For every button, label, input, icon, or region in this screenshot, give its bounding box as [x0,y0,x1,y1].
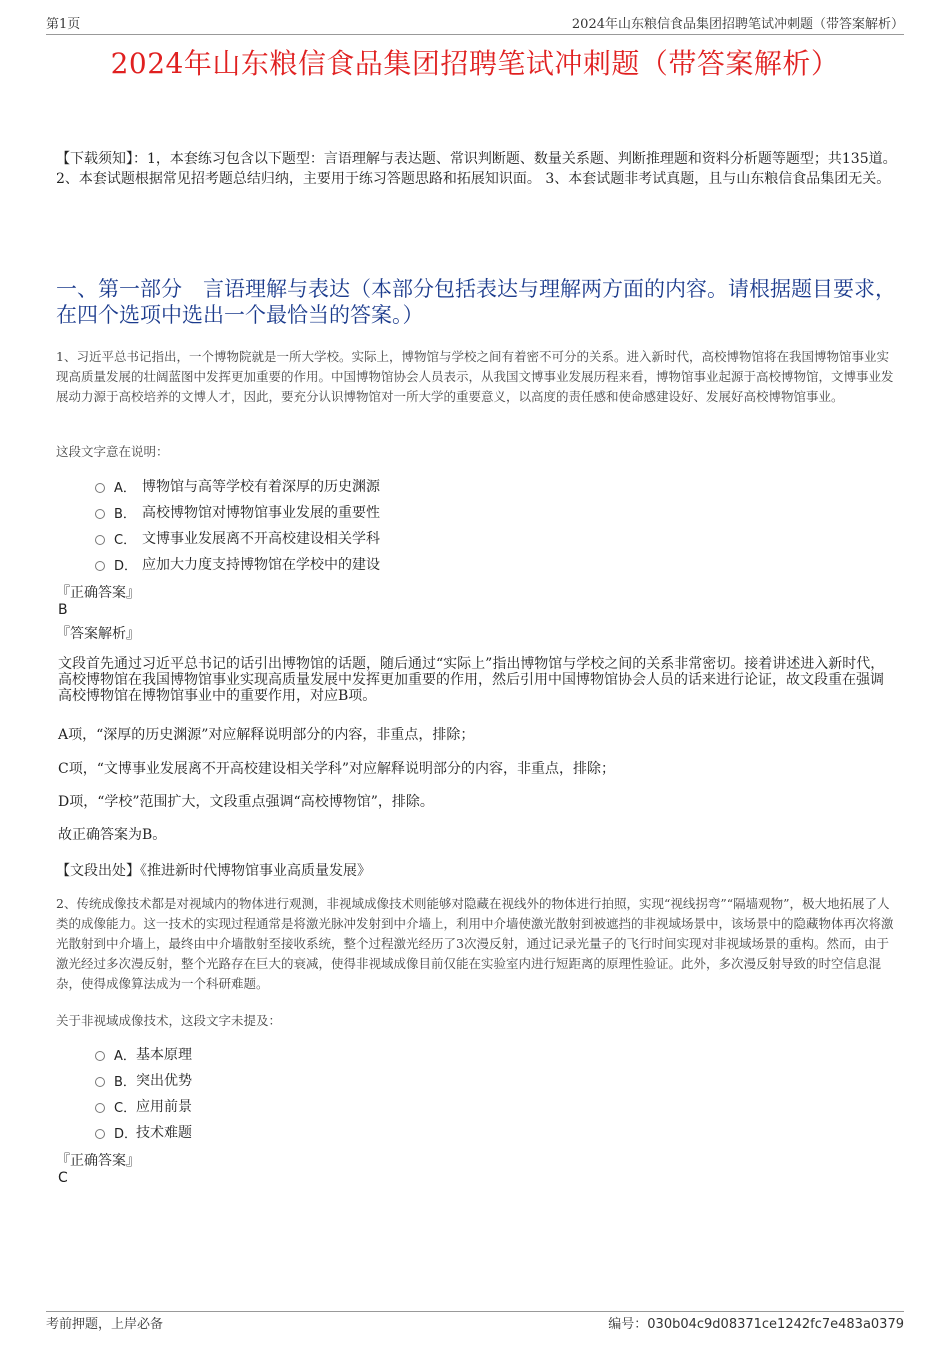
analysis-paragraph: 文段首先通过习近平总书记的话引出博物馆的话题，随后通过“实际上”指出博物馆与学校之间的关系非常密切。接着讲述进入新时代，高校博物馆在我国博物馆事业实现高质量发展中发挥更加重要的作用，然后引用中国博物馆协会人员的话来进行论证，故文段重在强调高校博物馆在博物馆事业中的重要作用，对应B项。 [58,656,885,704]
download-notice: 【下载须知】：1，本套练习包含以下题型：言语理解与表达题、常识判断题、数量关系题、判断推理题和资料分析题等题型；共135道。 2、本套试题根据常见招考题总结归纳，主要用于练习答题思路和拓展知识面。 3、本套试题非考试真题，且与山东粮信食品集团无关。 [56,151,897,187]
radio-icon[interactable] [95,561,105,571]
analysis-option-d: D项，“学校”范围扩大，文段重点强调“高校博物馆”，排除。 [58,794,434,810]
radio-icon[interactable] [95,1129,105,1139]
analysis-option-c: C项，“文博事业发展离不开高校建设相关学科”对应解释说明部分的内容，非重点，排除； [58,761,616,777]
answer-label: 『正确答案』 [56,1153,140,1169]
option-c[interactable]: C． 应用前景 [95,1093,192,1119]
radio-icon[interactable] [95,1077,105,1087]
option-b[interactable]: B． 突出优势 [95,1067,192,1093]
document-code: 编号：030b04c9d08371ce1242fc7e483a0379 [608,1317,904,1332]
question-2-options [95,1041,192,1145]
radio-icon[interactable] [95,535,105,545]
footer-slogan: 考前押题，上岸必备 [46,1317,164,1332]
section-heading: 一、第一部分 言语理解与表达（本部分包括表达与理解两方面的内容。请根据题目要求，在四个选项中选出一个最恰当的答案。） [56,277,896,327]
document-title: 2024年山东粮信食品集团招聘笔试冲刺题（带答案解析） [110,47,840,80]
radio-icon[interactable] [95,1103,105,1113]
answer-label: 『正确答案』 [56,585,140,601]
analysis-conclusion: 故正确答案为B。 [58,827,167,843]
option-d[interactable]: D． 应加大力度支持博物馆在学校中的建设 [95,551,380,577]
analysis-option-a: A项，“深厚的历史渊源”对应解释说明部分的内容，非重点，排除； [58,727,475,743]
correct-answer: B [58,602,68,618]
page-header [46,14,904,35]
question-2-text: 2、传统成像技术都是对视域内的物体进行观测，非视域成像技术则能够对隐藏在视线外的物体进行拍照，实现“视线拐弯”“隔墙观物”，极大地拓展了人类的成像能力。这一技术的实现过程通常是将激光脉冲发射到中介墙上，利用中介墙使激光散射到被遮挡的非视域场景中，该场景中的隐藏物体再次将激光散射到中介墙上，最终由中介墙散射至接收系统，整个过程激光经历了3次漫反射，通过记录光量子的飞行时间实现对非视域场景的重构。然而，由于激光经过多次漫反射，整个光路存在巨大的衰减，使得非视域成像目前仅能在实验室内进行短距离的原理性验证。此外，多次漫反射导致的时空信息混杂，使得成像算法成为一个科研难题。 [56,896,894,991]
radio-icon[interactable] [95,509,105,519]
page-number: 第1页 [46,17,81,32]
correct-answer: C [58,1170,68,1186]
header-doc-title: 2024年山东粮信食品集团招聘笔试冲刺题（带答案解析） [571,17,904,32]
question-2-prompt: 关于非视域成像技术，这段文字未提及： [56,1013,282,1028]
radio-icon[interactable] [95,1051,105,1061]
question-1-text: 1、习近平总书记指出，一个博物院就是一所大学校。实际上，博物馆与学校之间有着密不可分的关系。进入新时代，高校博物馆将在我国博物馆事业实现高质量发展的壮阔蓝图中发挥更加重要的作用。中国博物馆协会人员表示，从我国文博事业发展历程来看，博物馆事业起源于高校博物馆，文博事业发展动力源于高校培养的文博人才，因此，要充分认识博物馆对一所大学的重要意义，以高度的责任感和使命感建设好、发展好高校博物馆事业。 [56,349,894,404]
question-1-prompt: 这段文字意在说明： [56,444,169,459]
option-b[interactable]: B． 高校博物馆对博物馆事业发展的重要性 [95,499,380,525]
option-a[interactable]: A． 基本原理 [95,1041,192,1067]
radio-icon[interactable] [95,483,105,493]
analysis-label: 『答案解析』 [56,626,140,642]
text-source: 【文段出处】《推进新时代博物馆事业高质量发展》 [56,863,371,879]
option-d[interactable]: D． 技术难题 [95,1119,192,1145]
option-c[interactable]: C． 文博事业发展离不开高校建设相关学科 [95,525,380,551]
question-1-options [95,473,380,577]
page-footer [46,1311,904,1332]
option-a[interactable]: A． 博物馆与高等学校有着深厚的历史渊源 [95,473,380,499]
